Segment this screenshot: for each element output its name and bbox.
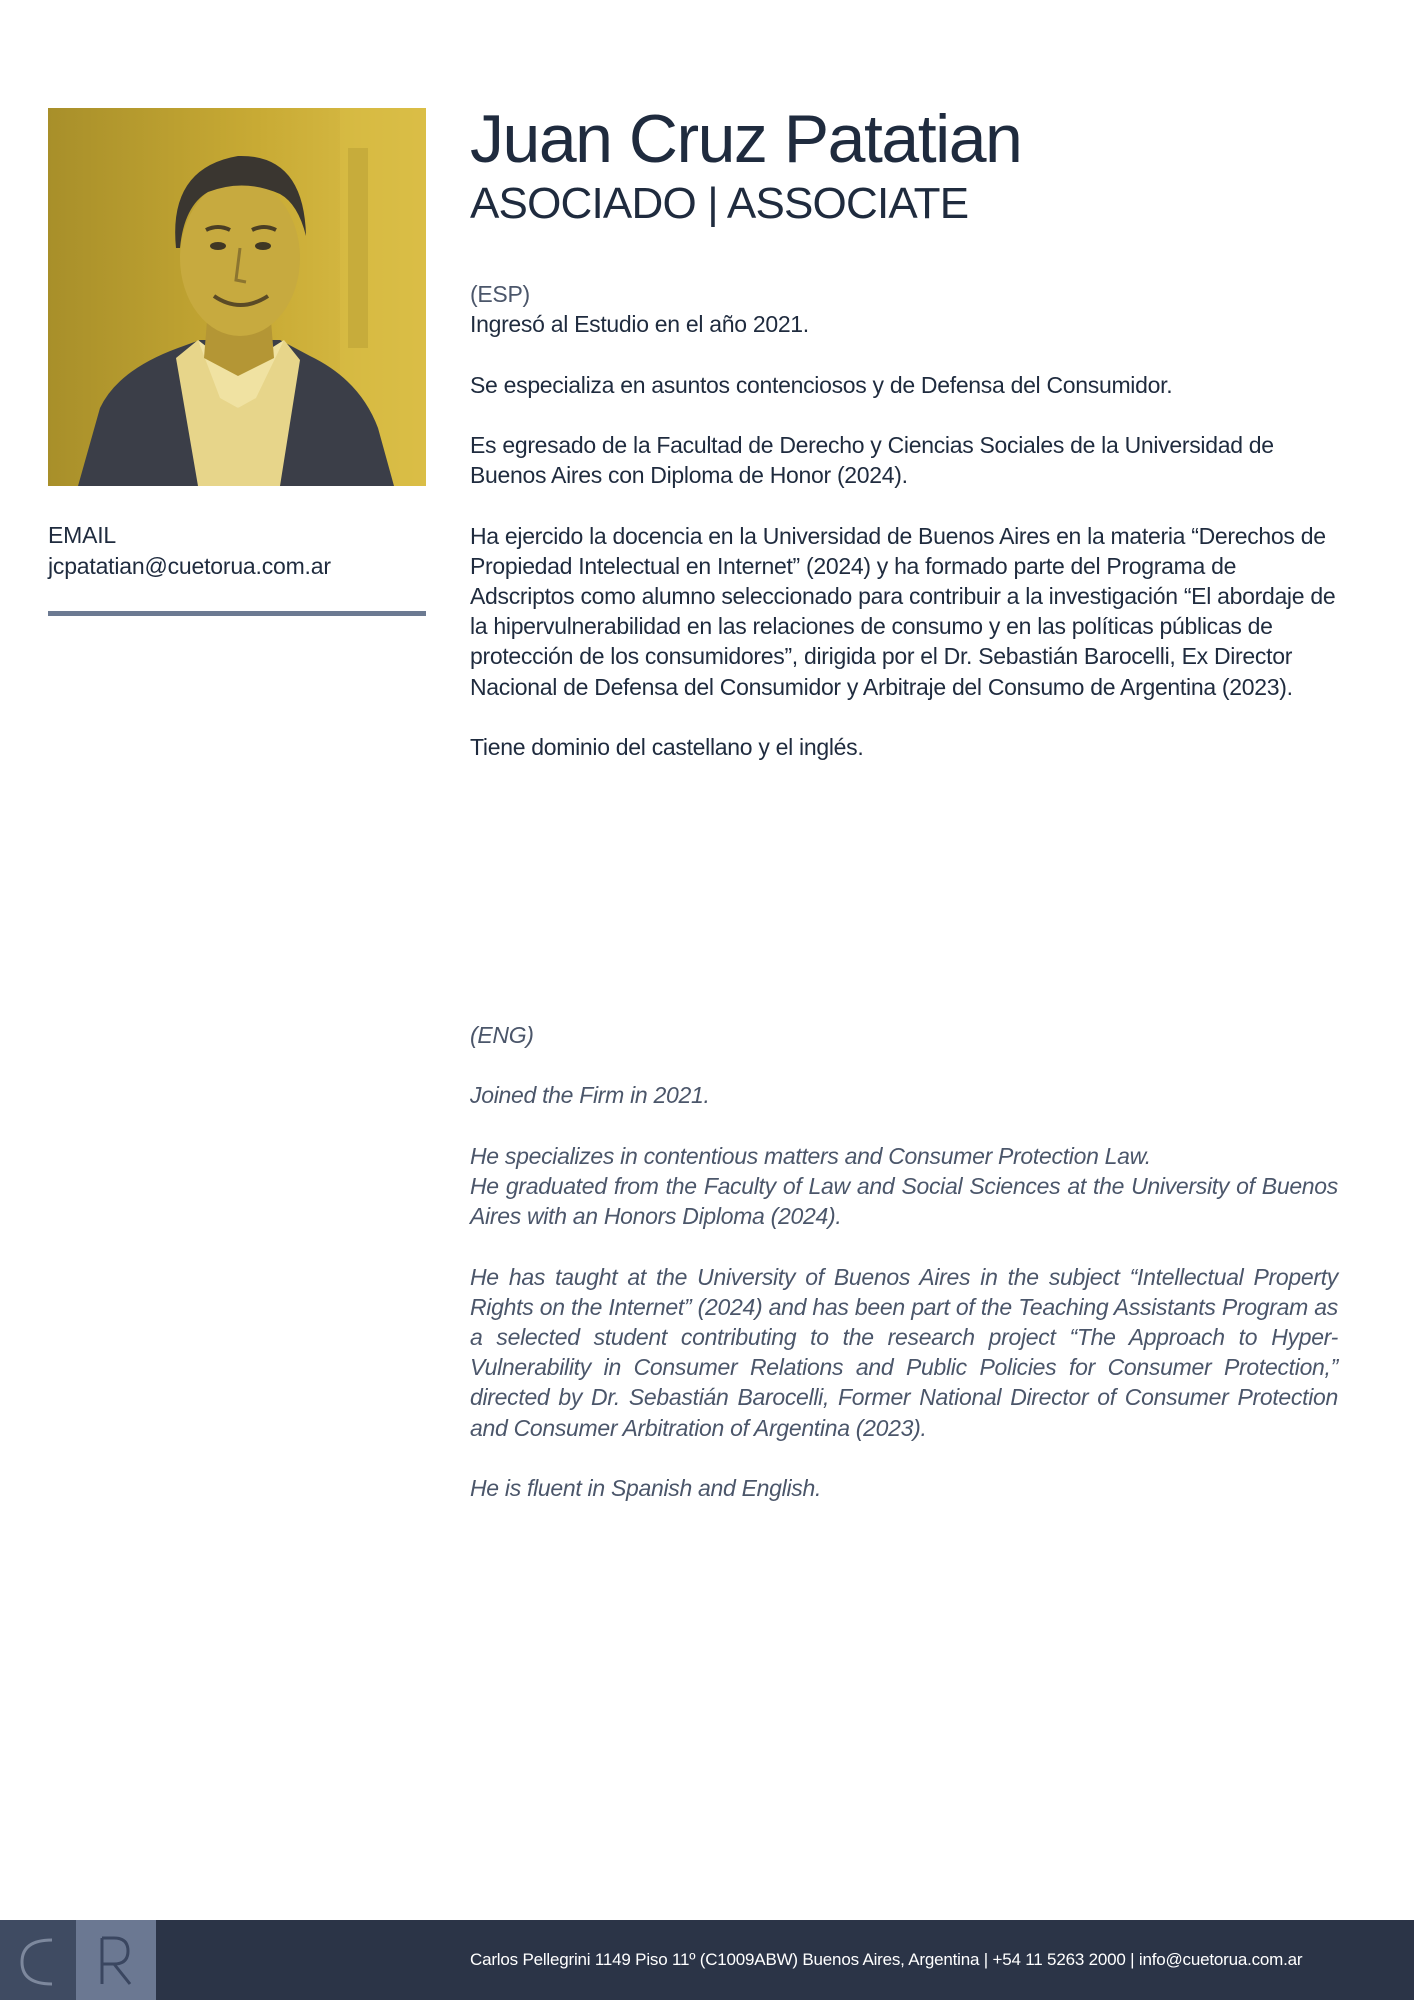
bio-eng-paragraph: He has taught at the University of Buenos Aires in the subject “Intellectual Property Rights on the Internet” (2024) and has been part of the Teaching Assistants Program as a selected student contributing to the research project “The Approach to Hyper-Vulnerability in Consumer Relations and Public Policies for Consumer Protection,” directed by Dr. Sebastián Barocelli, Former National Director of Consumer Protection and Consumer Arbitration of Argentina (2023). [470,1263,1338,1441]
email-link[interactable]: jcpatatian@cuetorua.com.ar [48,553,331,579]
footer-address: Carlos Pellegrini 1149 Piso 11º (C1009ABW) Buenos Aires, Argentina | +54 11 5263 2000 | info@cuetorua.com.ar [470,1950,1303,1969]
bio-esp-paragraph: Ha ejercido la docencia en la Universidad de Buenos Aires en la materia “Derechos de Propiedad Intelectual en Internet” (2024) y ha formado parte del Programa de Adscriptos como alumno seleccionado para contribuir a la investigación “El abordaje de la hipervulnerabilidad en las relaciones de consumo y en las políticas públicas de protección de los consumidores”, dirigida por el Dr. Sebastián Barocelli, Ex Director Nacional de Defensa del Consumidor y Arbitraje del Consumo de Argentina (2023). [470,522,1336,700]
portrait-photo [48,108,426,486]
lang-tag-eng: (ENG) [470,1022,534,1048]
bio-english [470,1020,1338,1533]
bio-eng-paragraph: He graduated from the Faculty of Law and Social Sciences at the University of Buenos Aires with an Honors Diploma (2024). [470,1172,1338,1230]
bio-eng-paragraph: He specializes in contentious matters and Consumer Protection Law. [470,1142,1151,1169]
person-role: ASOCIADO | ASSOCIATE [470,179,969,228]
bio-esp-paragraph: Tiene dominio del castellano y el inglés. [470,733,864,760]
bio-eng-paragraph: Joined the Firm in 2021. [470,1082,710,1109]
profile-header [470,100,1338,230]
lang-tag-esp: (ESP) [470,281,530,307]
bio-esp-paragraph: Ingresó al Estudio en el año 2021. [470,311,809,338]
bio-spanish [470,279,1338,792]
cr-logo-c-icon [0,1920,76,2000]
person-name: Juan Cruz Patatian [470,101,1022,177]
email-label: EMAIL [48,522,117,548]
cr-logo-r-icon [76,1920,156,2000]
bio-esp-paragraph: Se especializa en asuntos contenciosos y de Defensa del Consumidor. [470,371,1173,398]
footer-bar [0,1920,1414,2000]
bio-eng-paragraph: He is fluent in Spanish and English. [470,1474,822,1501]
bio-esp-paragraph: Es egresado de la Facultad de Derecho y Ciencias Sociales de la Universidad de Buenos Aires con Diploma de Honor (2024). [470,431,1274,489]
contact-divider [48,611,426,616]
contact-block [48,520,426,582]
